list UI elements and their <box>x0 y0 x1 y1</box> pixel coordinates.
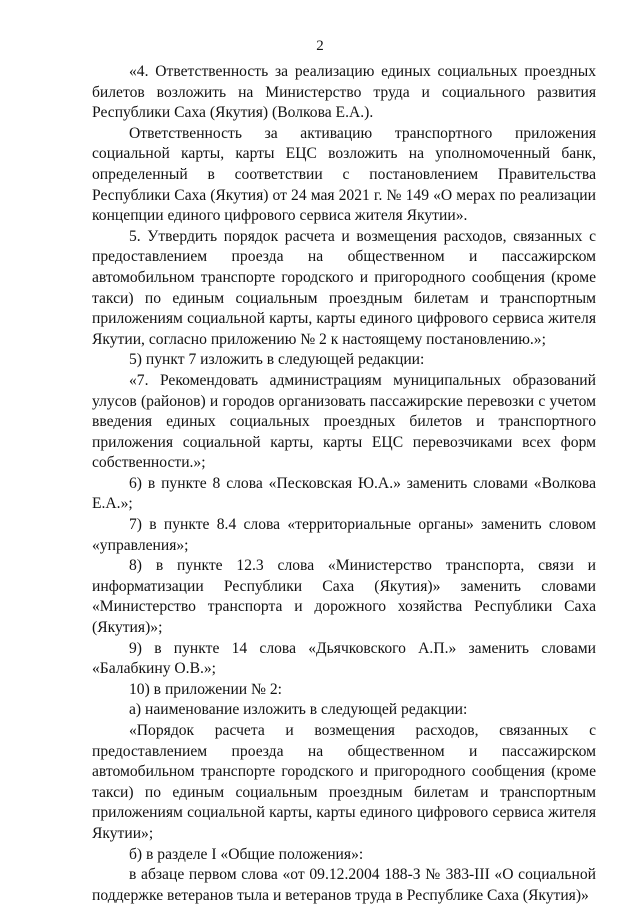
paragraph-first-abzac: в абзаце первом слова «от 09.12.2004 188-З № 383-III «О социальной поддержке ветеранов тыла и ветеранов труда в Республике Саха (Якутия)» <box>92 866 596 904</box>
paragraph-amendment-9: 9) в пункте 14 слова «Дьячковского А.П.» заменить словами «Балабкину О.В.»; <box>92 639 596 678</box>
document-body <box>92 62 596 906</box>
paragraph-item-4: «4. Ответственность за реализацию единых социальных проездных билетов возложить на Министерство труда и социального развития Республики Саха (Якутия) (Волкова Е.А.). <box>92 63 596 122</box>
paragraph-amendment-5: 5) пункт 7 изложить в следующей редакции: <box>129 351 425 369</box>
paragraph-item-5: 5. Утвердить порядок расчета и возмещения расходов, связанных с предоставлением проезда на общественном и пассажирском автомобильном транспорте городского и пригородного сообщения (кроме такси) по единым социальным проездным билетам и транспортным приложениям социальной карты, карты единого цифрового сервиса жителя Якутии, согласно приложению № 2 к настоящему постановлению.»; <box>92 227 596 348</box>
page-number: 2 <box>316 38 324 54</box>
paragraph-amendment-8: 8) в пункте 12.3 слова «Министерство транспорта, связи и информатизации Республики Саха (Якутия)» заменить словами «Министерство транспорта и дорожного хозяйства Республики Саха (Якутия)»; <box>92 557 596 637</box>
paragraph-subitem-a: а) наименование изложить в следующей редакции: <box>129 701 468 719</box>
paragraph-new-title: «Порядок расчета и возмещения расходов, связанных с предоставлением проезда на общественном и пассажирском автомобильном транспорте городского и пригородного сообщения (кроме такси) по единым социальным проездным билетам и транспортным приложениям социальной карты, карты единого цифрового сервиса жителя Якутии»; <box>92 722 596 842</box>
paragraph-activation-responsibility: Ответственность за активацию транспортного приложения социальной карты, карты ЕЦС возложить на уполномоченный банк, определенный в соответствии с постановлением Правительства Республики Саха (Якутия) от 24 мая 2021 г. № 149 «О мерах по реализации концепции единого цифрового сервиса жителя Якутии». <box>92 124 596 225</box>
paragraph-amendment-6: 6) в пункте 8 слова «Песковская Ю.А.» заменить словами «Волкова Е.А.»; <box>92 474 596 513</box>
paragraph-amendment-10: 10) в приложении № 2: <box>129 680 282 698</box>
paragraph-subitem-b: б) в разделе I «Общие положения»: <box>129 845 364 863</box>
paragraph-amendment-7: 7) в пункте 8.4 слова «территориальные органы» заменить словом «управления»; <box>92 516 596 554</box>
paragraph-item-7: «7. Рекомендовать администрациям муниципальных образований улусов (районов) и городов организовать пассажирские перевозки с учетом введения единых социальных проездных билетов и транспортного приложения социальной карты, карты ЕЦС перевозчиками всех форм собственности.»; <box>92 371 596 472</box>
